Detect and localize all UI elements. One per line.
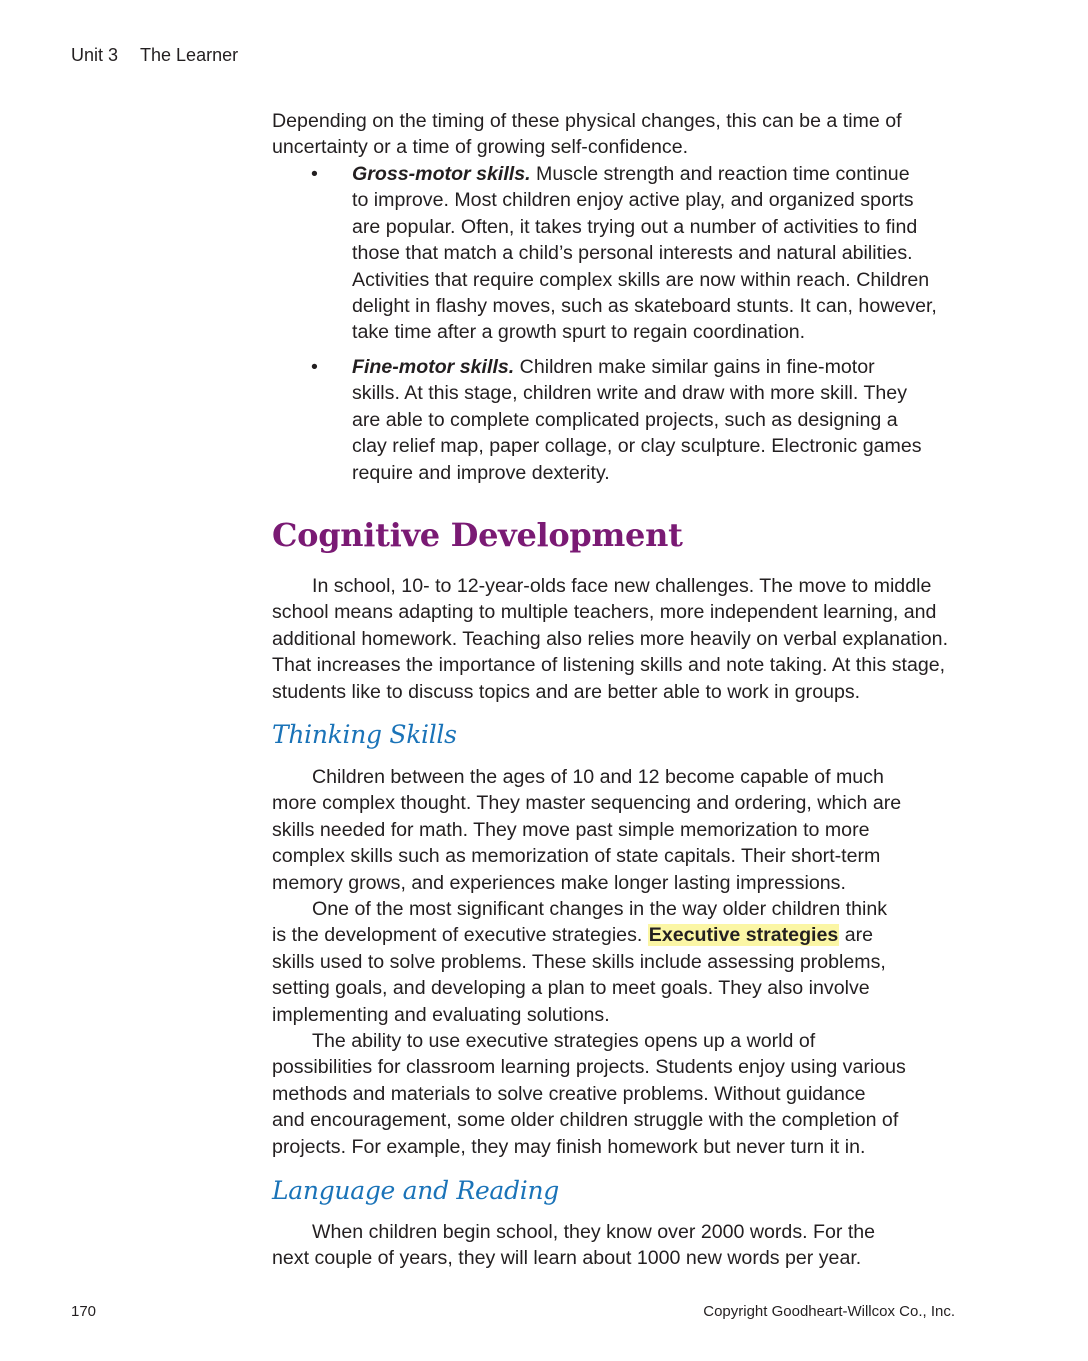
text-line: That increases the importance of listening skills and note taking. At this stage, — [272, 654, 946, 677]
text-line: memory grows, and experiences make longer lasting impressions. — [272, 871, 846, 894]
key-term: Executive strategies — [648, 924, 839, 947]
text-line: more complex thought. They master sequencing and ordering, which are — [272, 792, 902, 815]
text-line: Depending on the timing of these physical changes, this can be a time of — [272, 110, 902, 132]
text-line: additional homework. Teaching also relies more heavily on verbal explanation. — [272, 627, 949, 650]
page-number: 170 — [71, 1303, 97, 1320]
text-segment: are — [839, 924, 874, 947]
text-line: Activities that require complex skills are now within reach. Children — [352, 268, 930, 291]
bullet-text — [352, 354, 922, 486]
text-line: possibilities for classroom learning projects. Students enjoy using various — [272, 1056, 906, 1079]
bullet-text — [352, 161, 937, 346]
text-line: uncertainty or a time of growing self-confidence. — [272, 136, 689, 159]
bullet-icon: • — [311, 356, 318, 378]
text-line: skills needed for math. They move past simple memorization to more — [272, 818, 870, 841]
text-line: In school, 10- to 12-year-olds face new challenges. The move to middle — [312, 575, 932, 597]
text-line: delight in flashy moves, such as skateboard stunts. It can, however, — [352, 295, 937, 318]
text-line: The ability to use executive strategies opens up a world of — [312, 1030, 816, 1053]
bullet-icon: • — [311, 163, 318, 185]
text-line: require and improve dexterity. — [352, 461, 610, 484]
text-line: Children between the ages of 10 and 12 become capable of much — [312, 766, 884, 788]
subheading-thinking-skills: Thinking Skills — [272, 720, 457, 749]
text-line: setting goals, and developing a plan to meet goals. They also involve — [272, 977, 870, 1000]
text-line: clay relief map, paper collage, or clay sculpture. Electronic games — [352, 435, 922, 458]
cognitive-paragraph — [272, 573, 948, 705]
bullet-lead-in: Fine-motor skills. — [352, 356, 515, 378]
text-line: One of the most significant changes in the way older children think — [312, 898, 888, 921]
text-line: skills. At this stage, children write and draw with more skill. They — [352, 382, 908, 405]
text-line: implementing and evaluating solutions. — [272, 1003, 610, 1026]
chapter-title: The Learner — [140, 45, 239, 65]
text-line: take time after a growth spurt to regain coordination. — [352, 321, 806, 344]
text-line: are able to complete complicated projects, such as designing a — [352, 408, 898, 431]
thinking-paragraphs — [272, 764, 906, 1160]
text-line: complex skills such as memorization of state capitals. Their short-term — [272, 845, 881, 868]
text-segment: Children make similar gains in fine-motor — [514, 356, 875, 378]
section-heading: Cognitive Development — [272, 516, 683, 554]
text-line: methods and materials to solve creative problems. Without guidance — [272, 1082, 866, 1105]
text-line: and encouragement, some older children struggle with the completion of — [272, 1109, 899, 1132]
text-line: those that match a child’s personal interests and natural abilities. — [352, 242, 913, 265]
copyright: Copyright Goodheart-Willcox Co., Inc. — [703, 1303, 955, 1320]
text-line: are popular. Often, it takes trying out a number of activities to find — [352, 215, 918, 238]
text-line: skills used to solve problems. These skills include assessing problems, — [272, 950, 886, 973]
text-line: next couple of years, they will learn about 1000 new words per year. — [272, 1247, 862, 1270]
text-line — [272, 922, 906, 948]
text-line — [352, 354, 922, 380]
text-line: to improve. Most children enjoy active play, and organized sports — [352, 189, 914, 212]
unit-label: Unit 3 — [71, 45, 119, 65]
text-segment: Muscle strength and reaction time continue — [530, 163, 910, 185]
text-line: students like to discuss topics and are better able to work in groups. — [272, 680, 861, 703]
text-line: When children begin school, they know over 2000 words. For the — [312, 1221, 876, 1243]
bullet-lead-in: Gross-motor skills. — [352, 163, 531, 185]
running-header — [71, 45, 260, 66]
language-paragraph — [272, 1219, 875, 1272]
text-line: school means adapting to multiple teachers, more independent learning, and — [272, 601, 937, 624]
text-line: projects. For example, they may finish homework but never turn it in. — [272, 1135, 866, 1158]
text-line — [352, 161, 937, 187]
subheading-language-reading: Language and Reading — [272, 1176, 559, 1205]
intro-paragraph — [272, 108, 902, 161]
text-segment: is the development of executive strategies. — [272, 924, 648, 947]
